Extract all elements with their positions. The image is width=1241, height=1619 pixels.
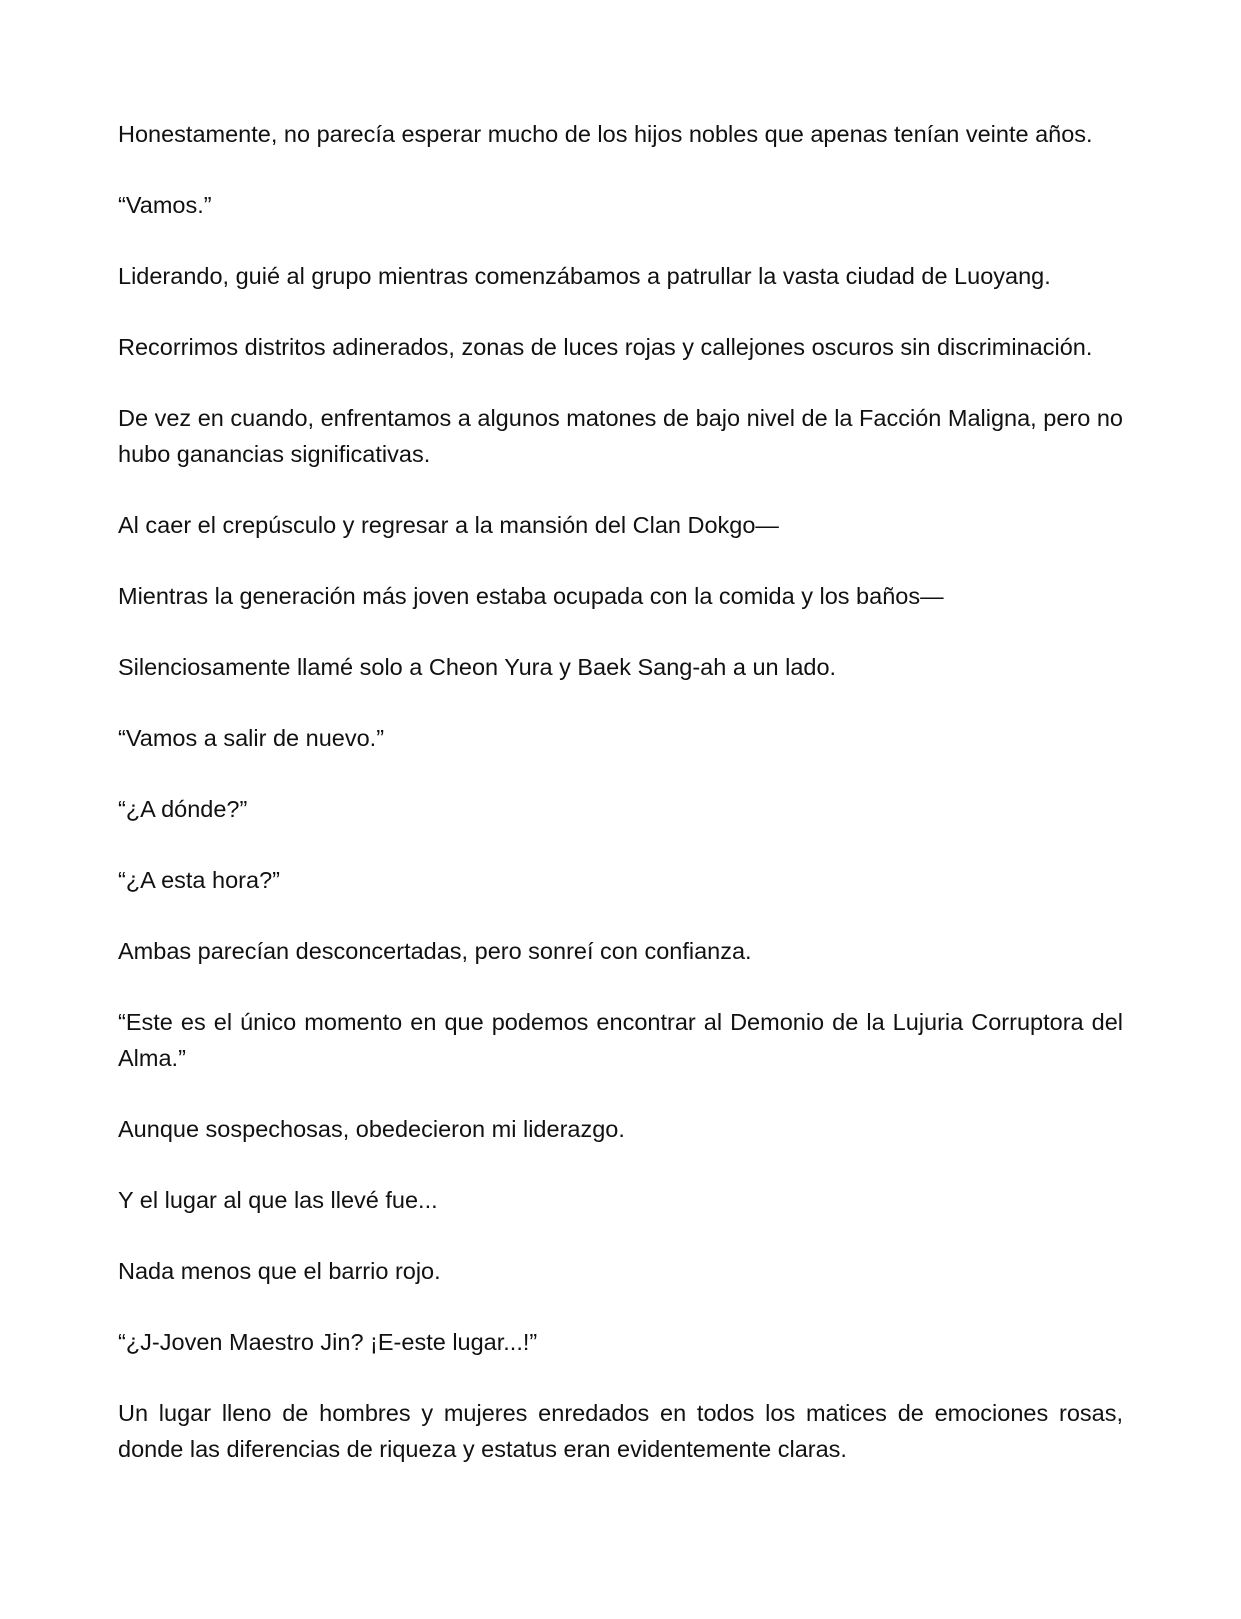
paragraph: Honestamente, no parecía esperar mucho de los hijos nobles que apenas tenían veinte años. xyxy=(118,121,1093,147)
paragraph: “¿A esta hora?” xyxy=(118,867,280,893)
paragraph: Aunque sospechosas, obedecieron mi liderazgo. xyxy=(118,1116,625,1142)
paragraph: Nada menos que el barrio rojo. xyxy=(118,1258,441,1284)
paragraph: Silenciosamente llamé solo a Cheon Yura y Baek Sang-ah a un lado. xyxy=(118,654,837,680)
paragraph: Liderando, guié al grupo mientras comenzábamos a patrullar la vasta ciudad de Luoyang. xyxy=(118,263,1051,289)
paragraph: Ambas parecían desconcertadas, pero sonreí con confianza. xyxy=(118,938,752,964)
paragraph: “Este es el único momento en que podemos encontrar al Demonio de la Lujuria Corruptora del Alma.” xyxy=(118,1009,1123,1071)
paragraph: “Vamos a salir de nuevo.” xyxy=(118,725,385,751)
paragraph: “Vamos.” xyxy=(118,192,212,218)
paragraph: Mientras la generación más joven estaba ocupada con la comida y los baños— xyxy=(118,583,944,609)
paragraph: Al caer el crepúsculo y regresar a la mansión del Clan Dokgo— xyxy=(118,512,779,538)
paragraph: De vez en cuando, enfrentamos a algunos matones de bajo nivel de la Facción Maligna, pero no hubo ganancias significativas. xyxy=(118,405,1123,467)
paragraph: “¿A dónde?” xyxy=(118,796,248,822)
paragraph: Recorrimos distritos adinerados, zonas de luces rojas y callejones oscuros sin discriminación. xyxy=(118,334,1093,360)
paragraph: “¿J-Joven Maestro Jin? ¡E-este lugar...!” xyxy=(118,1329,538,1355)
document-page xyxy=(118,116,1123,1467)
paragraph: Y el lugar al que las llevé fue... xyxy=(118,1187,438,1213)
paragraph: Un lugar lleno de hombres y mujeres enredados en todos los matices de emociones rosas, donde las diferencias de riqueza y estatus eran evidentemente claras. xyxy=(118,1400,1123,1462)
